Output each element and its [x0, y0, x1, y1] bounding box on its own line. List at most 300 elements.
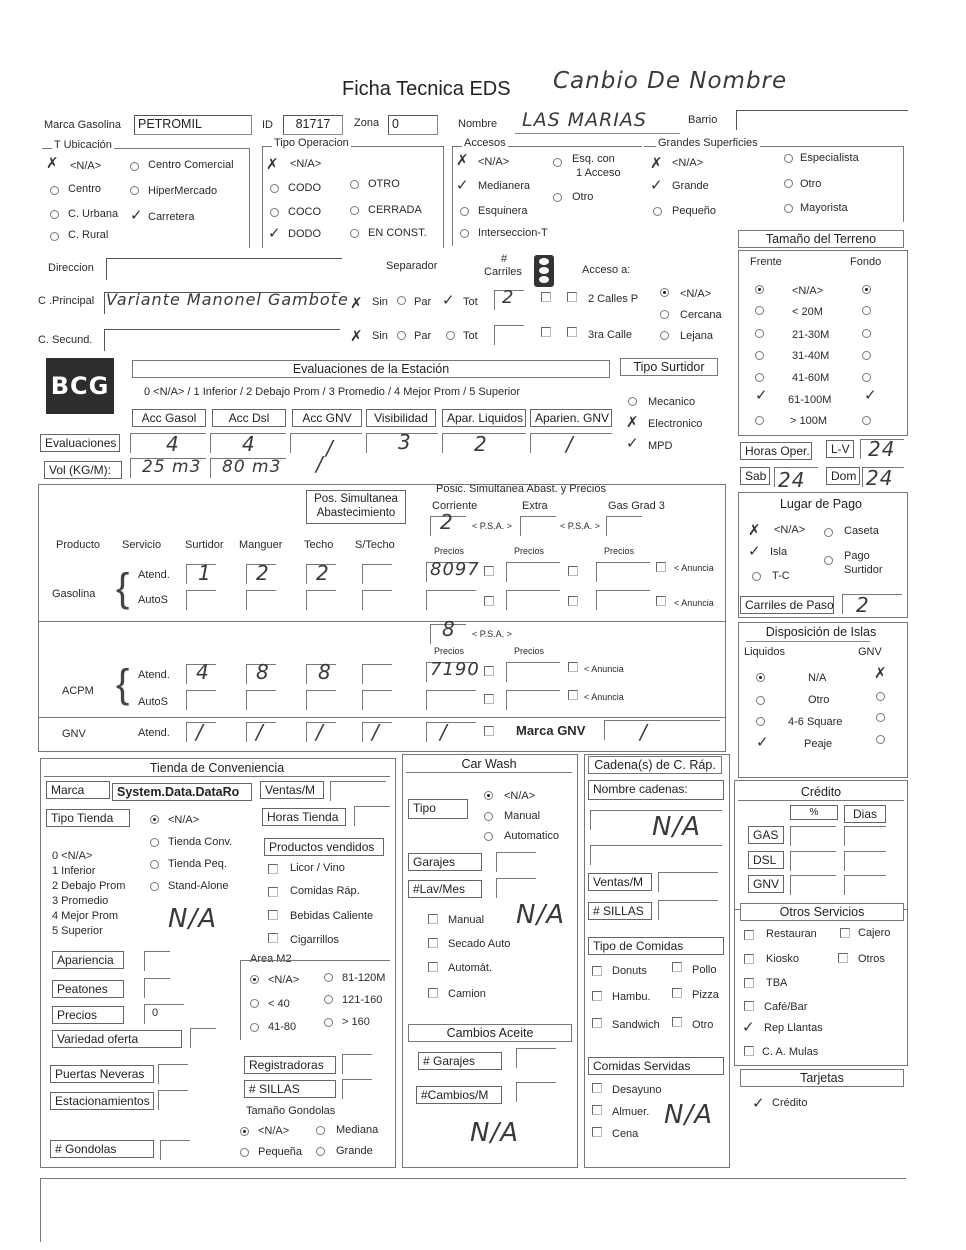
acpm-autos-surtidor[interactable] [186, 690, 216, 710]
gnv-anuncia[interactable] [484, 726, 494, 736]
puertas-field[interactable] [158, 1064, 188, 1084]
terreno-frente-label: Frente [750, 256, 782, 268]
eval-value-4: 3 [398, 430, 412, 454]
carwash-na-radio[interactable] [484, 791, 493, 800]
servidas-almuer-check[interactable] [592, 1105, 602, 1115]
acpm-manguer-value: 8 [256, 660, 270, 684]
gasolina-anuncia-3[interactable] [656, 562, 666, 572]
tipo-tienda-stand-radio[interactable] [150, 882, 159, 891]
carwash-automat-check[interactable] [428, 962, 438, 972]
precios-label: Precios [52, 1006, 124, 1024]
gasolina-autos-surtidor[interactable] [186, 590, 216, 610]
gasolina-autos-anuncia-2[interactable] [568, 596, 578, 606]
comidas-pollo-check[interactable] [672, 962, 682, 972]
area-81-radio[interactable] [324, 973, 333, 982]
gasolina-autos-precio-2[interactable] [506, 590, 560, 610]
credito-dsl-label: DSL [748, 851, 784, 869]
tipo-operacion-na-check: ✗ [266, 155, 279, 173]
gasolina-autos: AutoS [138, 594, 168, 606]
cambios-aceite-title: Cambios Aceite [408, 1024, 572, 1042]
carwash-opt-auto[interactable]: Automatico [504, 830, 560, 842]
tienda-ventas-label: Ventas/M [260, 781, 324, 799]
secund-par-radio[interactable] [397, 331, 406, 340]
credito-gnv-dias[interactable] [844, 875, 886, 895]
corriente-label: Corriente [432, 500, 478, 512]
acpm-autos-techo[interactable] [306, 690, 336, 710]
credito-dsl-dias[interactable] [844, 851, 886, 871]
terreno-fondo-40[interactable] [862, 351, 871, 360]
carwash-opt-camion[interactable]: Camion [448, 988, 486, 1000]
notes-box[interactable] [40, 1178, 906, 1242]
gasolina-autos-precio-3[interactable] [596, 590, 650, 610]
otros-cajero-label[interactable]: Cajero [858, 927, 891, 939]
ubicacion-radio-rural[interactable] [50, 232, 59, 241]
tipo-tienda-opt-na[interactable]: <N/A> [168, 814, 200, 826]
grandes-radio-especialista[interactable] [784, 154, 793, 163]
disposicion-gnv-otro-radio[interactable] [876, 692, 885, 701]
terreno-frente-na[interactable] [755, 285, 764, 294]
acceso-cercana-radio[interactable] [660, 310, 669, 319]
otros-tba-check[interactable] [744, 978, 754, 988]
acpm-autos-precio-1[interactable] [426, 690, 476, 710]
tipo-tienda-opt-peq[interactable]: Tienda Peq. [168, 858, 227, 870]
surtidor-electronico-check: ✗ [626, 413, 639, 431]
otros-restauran-label[interactable]: Restauran [766, 928, 817, 940]
gasolina-anuncia-1[interactable] [484, 566, 494, 576]
grandes-opt-grande[interactable]: Grande [672, 180, 709, 192]
carriles-paso-field[interactable] [842, 594, 902, 614]
apariencia-label: Apariencia [52, 951, 124, 969]
prod-licor-check[interactable] [268, 864, 278, 874]
acpm-label: ACPM [62, 685, 94, 697]
surtidor-mpd-check: ✓ [626, 434, 639, 452]
tipo-tienda-na-radio[interactable] [150, 815, 159, 824]
evaluaciones-title: Evaluaciones de la Estación [132, 360, 610, 378]
ubicacion-opt-urbana[interactable]: C. Urbana [68, 208, 119, 220]
terreno-frente-40[interactable] [755, 351, 764, 360]
c-principal-label: C .Principal [38, 295, 95, 307]
accesos-opt-otro[interactable]: Otro [572, 191, 594, 203]
comidas-sandwich-check[interactable] [592, 1018, 602, 1028]
acpm-precio-extra[interactable] [506, 662, 560, 682]
gnv-precio-field[interactable] [426, 722, 476, 742]
comidas-otro-check[interactable] [672, 1017, 682, 1027]
acceso-na-radio[interactable] [660, 288, 669, 297]
principal-par-label[interactable]: Par [414, 296, 432, 308]
apariencia-field[interactable] [144, 951, 170, 971]
servidas-desayuno-check[interactable] [592, 1083, 602, 1093]
otros-otros-check[interactable] [838, 953, 848, 963]
accesos-opt-interseccion[interactable]: Interseccion-T [478, 227, 548, 239]
carwash-secado-check[interactable] [428, 938, 438, 948]
surtidor-mecanico-radio[interactable] [628, 397, 637, 406]
surtidor-mecanico-label[interactable]: Mecanico [648, 396, 696, 408]
tipo-operacion-opt-const[interactable]: EN CONST. [368, 227, 427, 239]
gasolina-precio-extra[interactable] [506, 562, 560, 582]
acceso-cercana-label[interactable]: Cercana [680, 309, 722, 321]
ubicacion-opt-centro[interactable]: Centro [68, 183, 102, 195]
prod-comidas-label[interactable]: Comidas Ráp. [290, 885, 360, 897]
principal-sin-label[interactable]: Sin [372, 296, 388, 308]
gasolina-stecho-field[interactable] [362, 564, 392, 584]
gondola-opt-grande[interactable]: Grande [336, 1145, 373, 1157]
gondola-opt-na[interactable]: <N/A> [258, 1125, 290, 1137]
marca-gnv-field[interactable] [604, 720, 720, 740]
otros-rep-label[interactable]: Rep Llantas [764, 1022, 823, 1034]
terreno-fondo-60[interactable] [862, 373, 871, 382]
ubicacion-radio-cc[interactable] [130, 162, 139, 171]
area-na-radio[interactable] [250, 975, 259, 984]
lugar-pago-label[interactable]: Pago [844, 550, 870, 562]
surtidor-mpd-label[interactable]: MPD [648, 440, 673, 452]
credito-title: Crédito [738, 784, 904, 801]
area-opt-121[interactable]: 121-160 [342, 994, 383, 1006]
tipo-operacion-opt-otro[interactable]: OTRO [368, 178, 400, 190]
disposicion-liq-square-radio[interactable] [756, 717, 765, 726]
gondolas-label: # Gondolas [50, 1140, 154, 1158]
tienda-ventas-field[interactable] [330, 781, 386, 801]
otros-cafe-label[interactable]: Café/Bar [764, 1001, 808, 1013]
tipo-tienda-conv-radio[interactable] [150, 838, 159, 847]
terreno-frente-30[interactable] [755, 329, 764, 338]
secund-par-label[interactable]: Par [414, 330, 432, 342]
acpm-autos-stecho[interactable] [362, 690, 392, 710]
lugar-caseta-radio[interactable] [824, 528, 833, 537]
tarjetas-title: Tarjetas [740, 1069, 904, 1087]
secund-check-2[interactable] [567, 327, 577, 337]
credito-gas-pct[interactable] [790, 826, 836, 846]
gasolina-autos-precio-1[interactable] [426, 590, 476, 610]
area-opt-4180[interactable]: 41-80 [268, 1021, 297, 1033]
lugar-na-label[interactable]: <N/A> [774, 524, 806, 536]
precios-label-1: Precios [434, 546, 465, 556]
disposicion-gnv-square-radio[interactable] [876, 713, 885, 722]
carwash-camion-check[interactable] [428, 988, 438, 998]
tipo-tienda-opt-conv[interactable]: Tienda Conv. [168, 836, 233, 848]
ubicacion-opt-cc[interactable]: Centro Comercial [148, 159, 234, 171]
tienda-scale-2: 2 Debajo Prom [52, 880, 126, 892]
accesos-opt-esq[interactable]: Esq. con [572, 153, 615, 165]
grandes-radio-pequeno[interactable] [653, 207, 662, 216]
grandes-opt-mayorista[interactable]: Mayorista [800, 202, 848, 214]
terreno-fondo-gt100[interactable] [862, 416, 871, 425]
area-4180-radio[interactable] [250, 1023, 259, 1032]
grandes-opt-otro[interactable]: Otro [800, 178, 822, 190]
otros-cajero-check[interactable] [840, 928, 850, 938]
secund-check-1[interactable] [541, 327, 551, 337]
prod-bebidas-check[interactable] [268, 910, 278, 920]
cambios-garajes-field[interactable] [516, 1048, 556, 1068]
comidas-otro-label[interactable]: Otro [692, 1019, 714, 1031]
comidas-sandwich-label[interactable]: Sandwich [612, 1019, 660, 1031]
carwash-opt-manual[interactable]: Manual [504, 810, 541, 822]
acpm-anuncia-1[interactable] [484, 666, 494, 676]
credito-dsl-pct[interactable] [790, 851, 836, 871]
secund-tot-radio[interactable] [446, 331, 455, 340]
secund-carriles-field[interactable] [494, 325, 524, 345]
accesos-opt-1acceso[interactable]: 1 Acceso [576, 167, 621, 179]
credito-gas-label: GAS [748, 826, 784, 844]
c-secund-field[interactable] [104, 329, 340, 351]
accesos-radio-otro[interactable] [553, 193, 562, 202]
gondola-grande-radio[interactable] [316, 1147, 325, 1156]
prod-bebidas-label[interactable]: Bebidas Caliente [290, 910, 374, 922]
area-40-radio[interactable] [250, 999, 259, 1008]
gasolina-autos-anuncia-1[interactable] [484, 596, 494, 606]
comidas-pollo-label[interactable]: Pollo [692, 964, 717, 976]
lugar-surtidor-label[interactable]: Surtidor [844, 564, 883, 576]
otros-tba-label[interactable]: TBA [766, 977, 788, 989]
otros-otros-label[interactable]: Otros [858, 953, 885, 965]
area-160-radio[interactable] [324, 1018, 333, 1027]
surtidor-electronico-label[interactable]: Electronico [648, 418, 703, 430]
area-opt-81[interactable]: 81-120M [342, 972, 386, 984]
ubicacion-opt-hiper[interactable]: HiperMercado [148, 185, 218, 197]
area-opt-na[interactable]: <N/A> [268, 974, 300, 986]
otros-mulas-check[interactable] [744, 1046, 754, 1056]
precios-field[interactable] [144, 1004, 184, 1024]
grandes-radio-otro[interactable] [784, 179, 793, 188]
ubicacion-radio-centro[interactable] [50, 186, 59, 195]
credito-pct-header: % [790, 805, 838, 820]
area-opt-40[interactable]: < 40 [268, 998, 290, 1010]
ubicacion-opt-rural[interactable]: C. Rural [68, 229, 109, 241]
prod-licor-label[interactable]: Licor / Vino [290, 862, 345, 874]
cadenas-nombre-field-2[interactable] [590, 845, 722, 865]
carwash-auto-radio[interactable] [484, 832, 493, 841]
grandes-opt-pequeno[interactable]: Pequeño [672, 205, 717, 217]
tipo-operacion-radio-codo[interactable] [270, 184, 279, 193]
tarjetas-credito-check: ✓ [752, 1094, 765, 1112]
cadenas-sillas-field[interactable] [658, 900, 718, 920]
id-field[interactable]: 81717 [283, 115, 343, 135]
marca-field[interactable]: PETROMIL [134, 115, 252, 135]
evaluaciones-row-label: Evaluaciones [40, 434, 120, 452]
tienda-sillas-field[interactable] [342, 1079, 372, 1099]
otros-cafe-check[interactable] [744, 1001, 754, 1011]
peatones-label: Peatones [52, 980, 124, 998]
lugar-tc-label[interactable]: T-C [772, 570, 790, 582]
gondola-pequena-radio[interactable] [240, 1148, 249, 1157]
gondola-opt-mediana[interactable]: Mediana [336, 1124, 379, 1136]
acceso-lejana-radio[interactable] [660, 331, 669, 340]
variedad-field[interactable] [190, 1028, 216, 1048]
tipo-operacion-opt-cerrada[interactable]: CERRADA [368, 204, 422, 216]
acpm-autos-anuncia-2[interactable] [568, 690, 578, 700]
otros-mulas-label[interactable]: C. A. Mulas [762, 1046, 819, 1058]
registradoras-field[interactable] [342, 1054, 372, 1074]
ubicacion-radio-urbana[interactable] [50, 210, 59, 219]
horas-tienda-field[interactable] [354, 806, 390, 826]
ubicacion-opt-na[interactable]: <N/A> [70, 160, 102, 172]
servidas-desayuno-label[interactable]: Desayuno [612, 1084, 662, 1096]
acpm-anuncia-2[interactable] [568, 662, 578, 672]
lugar-tc-radio[interactable] [752, 572, 761, 581]
terreno-opt-100: 61-100M [788, 394, 832, 406]
eval-value-3: / [326, 436, 334, 460]
cambios-mes-field[interactable] [516, 1082, 556, 1102]
lugar-isla-label[interactable]: Isla [770, 546, 788, 558]
secund-sin-label[interactable]: Sin [372, 330, 388, 342]
acpm-stecho-field[interactable] [362, 664, 392, 684]
barrio-field[interactable] [736, 110, 908, 130]
accesos-radio-esq[interactable] [553, 158, 562, 167]
acpm-autos-anuncia-1[interactable] [484, 694, 494, 704]
tipo-operacion-opt-codo[interactable]: CODO [288, 182, 321, 194]
gasolina-autos-techo[interactable] [306, 590, 336, 610]
accesos-radio-interseccion[interactable] [460, 229, 469, 238]
comidas-hambu-check[interactable] [592, 991, 602, 1001]
carwash-lavmes-field[interactable] [496, 878, 536, 898]
dos-calles-label: 2 Calles P [588, 293, 639, 305]
gasolina-autos-anuncia-3[interactable] [656, 596, 666, 606]
prod-comidas-check[interactable] [268, 887, 278, 897]
ubicacion-radio-hiper[interactable] [130, 186, 139, 195]
lugar-isla-check: ✓ [748, 542, 761, 560]
comidas-pizza-check[interactable] [672, 988, 682, 998]
carwash-opt-secado[interactable]: Secado Auto [448, 938, 511, 950]
accesos-opt-na[interactable]: <N/A> [478, 156, 510, 168]
principal-check-2[interactable] [567, 292, 577, 302]
peatones-field[interactable] [144, 978, 170, 998]
disposicion-liq-otro-radio[interactable] [756, 696, 765, 705]
credito-gas-dias[interactable] [844, 826, 886, 846]
tarjetas-credito-label[interactable]: Crédito [772, 1097, 808, 1109]
horas-sab-value: 24 [778, 468, 806, 492]
direccion-field[interactable] [106, 258, 342, 280]
terreno-fondo-30[interactable] [862, 329, 871, 338]
comidas-hambu-label[interactable]: Hambu. [612, 991, 651, 1003]
accesos-radio-esquinera[interactable] [460, 207, 469, 216]
gondola-opt-pequena[interactable]: Pequeña [258, 1146, 303, 1158]
gasolina-precio-grad[interactable] [596, 562, 650, 582]
gnv-atend: Atend. [138, 727, 170, 739]
acpm-precios-label-1: Precios [434, 646, 465, 656]
nombre-field[interactable]: LAS MARIAS [522, 109, 647, 131]
tipo-operacion-opt-dodo[interactable]: DODO [288, 228, 321, 240]
terreno-fondo-20[interactable] [862, 306, 871, 315]
terreno-fondo-label: Fondo [850, 256, 882, 268]
credito-gnv-pct[interactable] [790, 875, 836, 895]
id-label: ID [262, 119, 273, 131]
eval-col-gnv: Aparien. GNV [530, 409, 612, 427]
terreno-opt-20: < 20M [792, 306, 823, 318]
comidas-donuts-label[interactable]: Donuts [612, 965, 647, 977]
acpm-precios-label-2: Precios [514, 646, 545, 656]
acpm-autos: AutoS [138, 696, 168, 708]
principal-carriles-value: 2 [502, 287, 515, 308]
carriles-paso-label: Carriles de Paso [740, 596, 834, 614]
disposicion-liq-na-radio[interactable] [756, 673, 765, 682]
comidas-pizza-label[interactable]: Pizza [692, 989, 719, 1001]
lugar-pago-surtidor-radio[interactable] [824, 556, 833, 565]
ubicacion-opt-carretera[interactable]: Carretera [148, 211, 195, 223]
gasolina-label: Gasolina [52, 588, 96, 600]
psa-field-extra[interactable] [520, 516, 556, 536]
comidas-donuts-check[interactable] [592, 966, 602, 976]
cadenas-sillas-label: # SILLAS [588, 902, 652, 920]
grandes-opt-na[interactable]: <N/A> [672, 157, 704, 169]
area-opt-160[interactable]: > 160 [342, 1016, 370, 1028]
cadenas-ventas-field[interactable] [658, 872, 718, 892]
tipo-operacion-opt-na[interactable]: <N/A> [290, 158, 322, 170]
zona-field[interactable]: 0 [388, 115, 438, 135]
gasolina-autos-stecho[interactable] [362, 590, 392, 610]
gasolina-manguer-value: 2 [256, 561, 270, 585]
principal-check-1[interactable] [541, 292, 551, 302]
gnv-techo-slash: / [316, 720, 324, 744]
gondola-mediana-radio[interactable] [316, 1126, 325, 1135]
acpm-autos-precio-2[interactable] [506, 690, 560, 710]
prod-cigarrillos-label[interactable]: Cigarrillos [290, 934, 339, 946]
tipo-operacion-radio-cerrada[interactable] [350, 206, 359, 215]
otros-restauran-check[interactable] [744, 930, 754, 940]
carwash-manual-radio[interactable] [484, 812, 493, 821]
tipo-operacion-opt-coco[interactable]: COCO [288, 206, 321, 218]
otros-kiosko-check[interactable] [744, 954, 754, 964]
carwash-opt-automat[interactable]: Automát. [448, 962, 493, 974]
terreno-frente-60[interactable] [755, 373, 764, 382]
tipo-tienda-opt-stand[interactable]: Stand-Alone [168, 880, 229, 892]
area-121-radio[interactable] [324, 995, 333, 1004]
terreno-fondo-na[interactable] [862, 285, 871, 294]
psa-value-gasolina: 2 [440, 510, 454, 534]
carwash-opt-manual2[interactable]: Manual [448, 914, 485, 926]
gnv-surtidor-slash: / [196, 720, 204, 744]
accesos-opt-esquinera[interactable]: Esquinera [478, 205, 528, 217]
servidas-handwritten-na: N/A [664, 1100, 713, 1130]
prod-cigarrillos-check[interactable] [268, 933, 278, 943]
tipo-operacion-radio-const[interactable] [350, 229, 359, 238]
gnv-label: GNV [62, 728, 86, 740]
gondola-na-radio[interactable] [240, 1127, 249, 1136]
carwash-opt-na[interactable]: <N/A> [504, 790, 536, 802]
disposicion-gnv-peaje-radio[interactable] [876, 735, 885, 744]
grandes-opt-especialista[interactable]: Especialista [800, 152, 859, 164]
grandes-radio-mayorista[interactable] [784, 204, 793, 213]
principal-par-radio[interactable] [397, 296, 406, 305]
servidas-almuer-label[interactable]: Almuer. [612, 1106, 650, 1118]
gondolas-field[interactable] [160, 1140, 190, 1160]
estacionamientos-field[interactable] [158, 1090, 188, 1110]
accesos-opt-medianera[interactable]: Medianera [478, 180, 530, 192]
servidas-cena-label[interactable]: Cena [612, 1128, 639, 1140]
terreno-frente-20[interactable] [755, 306, 764, 315]
gasolina-atend: Atend. [138, 569, 170, 581]
disposicion-opt-otro: Otro [808, 694, 830, 706]
tipo-operacion-radio-coco[interactable] [270, 208, 279, 217]
terreno-frente-gt100[interactable] [755, 416, 764, 425]
gasolina-anuncia-2[interactable] [568, 566, 578, 576]
lugar-caseta-label[interactable]: Caseta [844, 525, 879, 537]
gasolina-anuncia-label: < Anuncia [674, 563, 714, 573]
acceso-na-label[interactable]: <N/A> [680, 288, 712, 300]
servidas-cena-check[interactable] [592, 1127, 602, 1137]
acpm-autos-manguer[interactable] [246, 690, 276, 710]
principal-tot-label[interactable]: Tot [463, 296, 478, 308]
carwash-garajes-field[interactable] [496, 852, 536, 872]
acceso-lejana-label[interactable]: Lejana [680, 330, 714, 342]
tipo-tienda-peq-radio[interactable] [150, 860, 159, 869]
secund-tot-label[interactable]: Tot [463, 330, 478, 342]
tipo-operacion-radio-otro[interactable] [350, 180, 359, 189]
otros-kiosko-label[interactable]: Kiosko [766, 953, 800, 965]
psa-field-grad[interactable] [606, 516, 642, 536]
gasolina-autos-manguer[interactable] [246, 590, 276, 610]
carwash-manual-check[interactable] [428, 914, 438, 924]
tienda-marca-value[interactable]: System.Data.DataRo [112, 783, 252, 801]
productos-vendidos-label: Productos vendidos [264, 838, 384, 856]
